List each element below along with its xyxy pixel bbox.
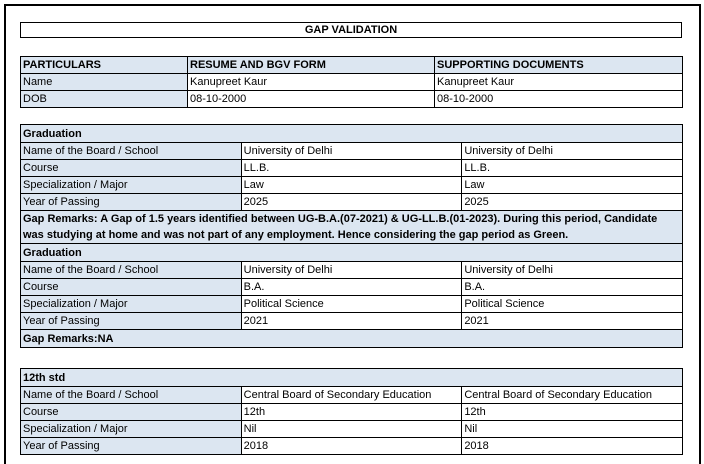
table-row <box>21 313 683 330</box>
resume-value: Central Board of Secondary Education <box>241 387 462 404</box>
table-row <box>21 262 683 279</box>
row-label: Specialization / Major <box>21 177 242 194</box>
resume-value: B.A. <box>241 279 462 296</box>
docs-value: 08-10-2000 <box>435 91 683 108</box>
resume-value: University of Delhi <box>241 143 462 160</box>
docs-value: 2025 <box>462 194 683 211</box>
resume-value: 2021 <box>241 313 462 330</box>
docs-value: Nil <box>462 421 683 438</box>
row-label: DOB <box>21 91 188 108</box>
docs-value: University of Delhi <box>462 143 683 160</box>
docs-value: Political Science <box>462 296 683 313</box>
resume-value: 12th <box>241 404 462 421</box>
docs-value: 2018 <box>462 438 683 455</box>
row-label: Year of Passing <box>21 313 242 330</box>
docs-value: University of Delhi <box>462 262 683 279</box>
resume-value: Kanupreet Kaur <box>188 74 435 91</box>
section-heading <box>21 369 683 387</box>
graduation-heading: Graduation <box>21 244 683 262</box>
docs-value: 2021 <box>462 313 683 330</box>
table-row <box>21 421 683 438</box>
resume-value: 2025 <box>241 194 462 211</box>
row-label: Name of the Board / School <box>21 143 242 160</box>
table-row <box>21 404 683 421</box>
gap-remarks-row <box>21 211 683 244</box>
row-label: Name of the Board / School <box>21 387 242 404</box>
personal-table <box>20 56 683 108</box>
table-row <box>21 194 683 211</box>
table-row <box>21 296 683 313</box>
header-particulars: PARTICULARS <box>21 57 188 74</box>
docs-value: 12th <box>462 404 683 421</box>
page-title: GAP VALIDATION <box>20 22 682 38</box>
row-label: Course <box>21 404 242 421</box>
std12-table <box>20 368 683 455</box>
row-label: Specialization / Major <box>21 296 242 313</box>
header-documents: SUPPORTING DOCUMENTS <box>435 57 683 74</box>
section-heading <box>21 125 683 143</box>
row-label: Name <box>21 74 188 91</box>
table-row <box>21 91 683 108</box>
resume-value: University of Delhi <box>241 262 462 279</box>
table-row <box>21 279 683 296</box>
row-label: Course <box>21 279 242 296</box>
resume-value: Nil <box>241 421 462 438</box>
row-label: Year of Passing <box>21 438 242 455</box>
graduation-heading: Graduation <box>21 125 683 143</box>
section-heading <box>21 244 683 262</box>
header-row <box>21 57 683 74</box>
docs-value: B.A. <box>462 279 683 296</box>
gap-remarks-row <box>21 330 683 348</box>
docs-value: Law <box>462 177 683 194</box>
row-label: Name of the Board / School <box>21 262 242 279</box>
docs-value: Kanupreet Kaur <box>435 74 683 91</box>
resume-value: LL.B. <box>241 160 462 177</box>
docs-value: Central Board of Secondary Education <box>462 387 683 404</box>
docs-value: LL.B. <box>462 160 683 177</box>
table-row <box>21 74 683 91</box>
table-row <box>21 143 683 160</box>
std12-heading: 12th std <box>21 369 683 387</box>
resume-value: Political Science <box>241 296 462 313</box>
table-row <box>21 438 683 455</box>
row-label: Specialization / Major <box>21 421 242 438</box>
table-row <box>21 387 683 404</box>
table-row <box>21 177 683 194</box>
graduation-table <box>20 124 683 348</box>
resume-value: 2018 <box>241 438 462 455</box>
header-resume: RESUME AND BGV FORM <box>188 57 435 74</box>
row-label: Course <box>21 160 242 177</box>
resume-value: 08-10-2000 <box>188 91 435 108</box>
gap-remarks: Gap Remarks: A Gap of 1.5 years identified between UG-B.A.(07-2021) & UG-LL.B.(01-2023). During this period, Candidate was studying at home and was not part of any employment. Hence considering the gap period as Green. <box>21 211 683 244</box>
resume-value: Law <box>241 177 462 194</box>
row-label: Year of Passing <box>21 194 242 211</box>
table-row <box>21 160 683 177</box>
gap-remarks: Gap Remarks:NA <box>21 330 683 348</box>
